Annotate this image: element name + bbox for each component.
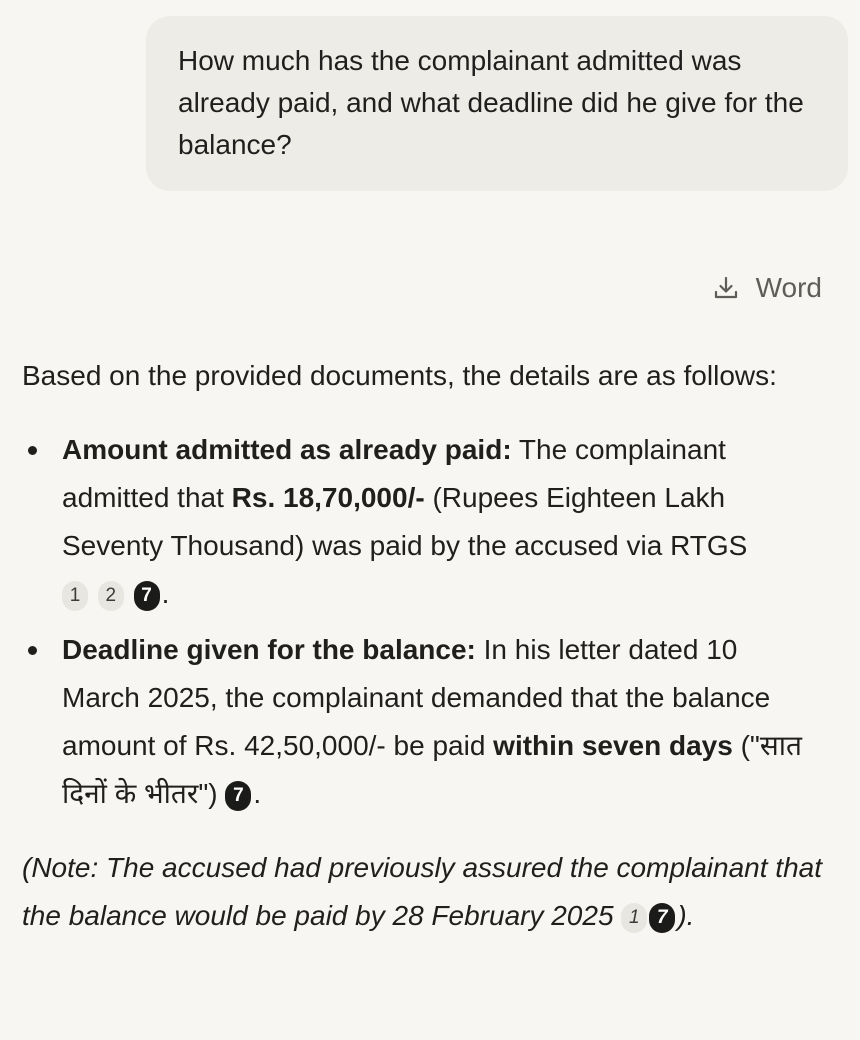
amount-paid: Rs. 18,70,000/- bbox=[231, 482, 425, 513]
user-message-text: How much has the complainant admitted was already paid, and what deadline did he give for the balance? bbox=[178, 45, 804, 160]
citation-badge[interactable]: 1 bbox=[621, 903, 647, 933]
point-text: ("सात दिनों के भीतर") bbox=[62, 730, 802, 809]
answer-note bbox=[22, 844, 822, 940]
citation-badge[interactable]: 2 bbox=[98, 581, 124, 611]
list-item bbox=[22, 426, 822, 618]
export-word-button[interactable] bbox=[712, 268, 822, 308]
answer-intro: Based on the provided documents, the details are as follows: bbox=[22, 360, 777, 391]
list-item bbox=[22, 626, 822, 818]
deadline-emphasis: within seven days bbox=[493, 730, 733, 761]
point-text: In his letter dated 10 March 2025, the complainant demanded that the balance amount of Rs. 42,50,000/- be paid bbox=[62, 634, 771, 761]
citation-badge-active[interactable]: 7 bbox=[134, 581, 160, 611]
user-message-bubble bbox=[146, 16, 848, 191]
citation-badge-active[interactable]: 7 bbox=[649, 903, 675, 933]
point-label: Amount admitted as already paid: bbox=[62, 434, 512, 465]
download-icon bbox=[712, 274, 740, 302]
citation-badge-active[interactable]: 7 bbox=[225, 781, 251, 811]
point-text: (Rupees Eighteen Lakh Seventy Thousand) was paid by the accused via RTGS bbox=[62, 482, 748, 561]
point-text: The complainant admitted that bbox=[62, 434, 726, 513]
point-end: . bbox=[161, 578, 170, 609]
citation-badge[interactable]: 1 bbox=[62, 581, 88, 611]
point-end: . bbox=[253, 778, 262, 809]
point-label: Deadline given for the balance: bbox=[62, 634, 476, 665]
export-word-label: Word bbox=[755, 272, 822, 303]
assistant-answer bbox=[22, 352, 822, 968]
answer-bullet-list bbox=[22, 426, 822, 818]
note-end: ). bbox=[677, 900, 695, 931]
note-text: (Note: The accused had previously assured the complainant that the balance would be paid by 28 February 2025 bbox=[22, 852, 823, 931]
